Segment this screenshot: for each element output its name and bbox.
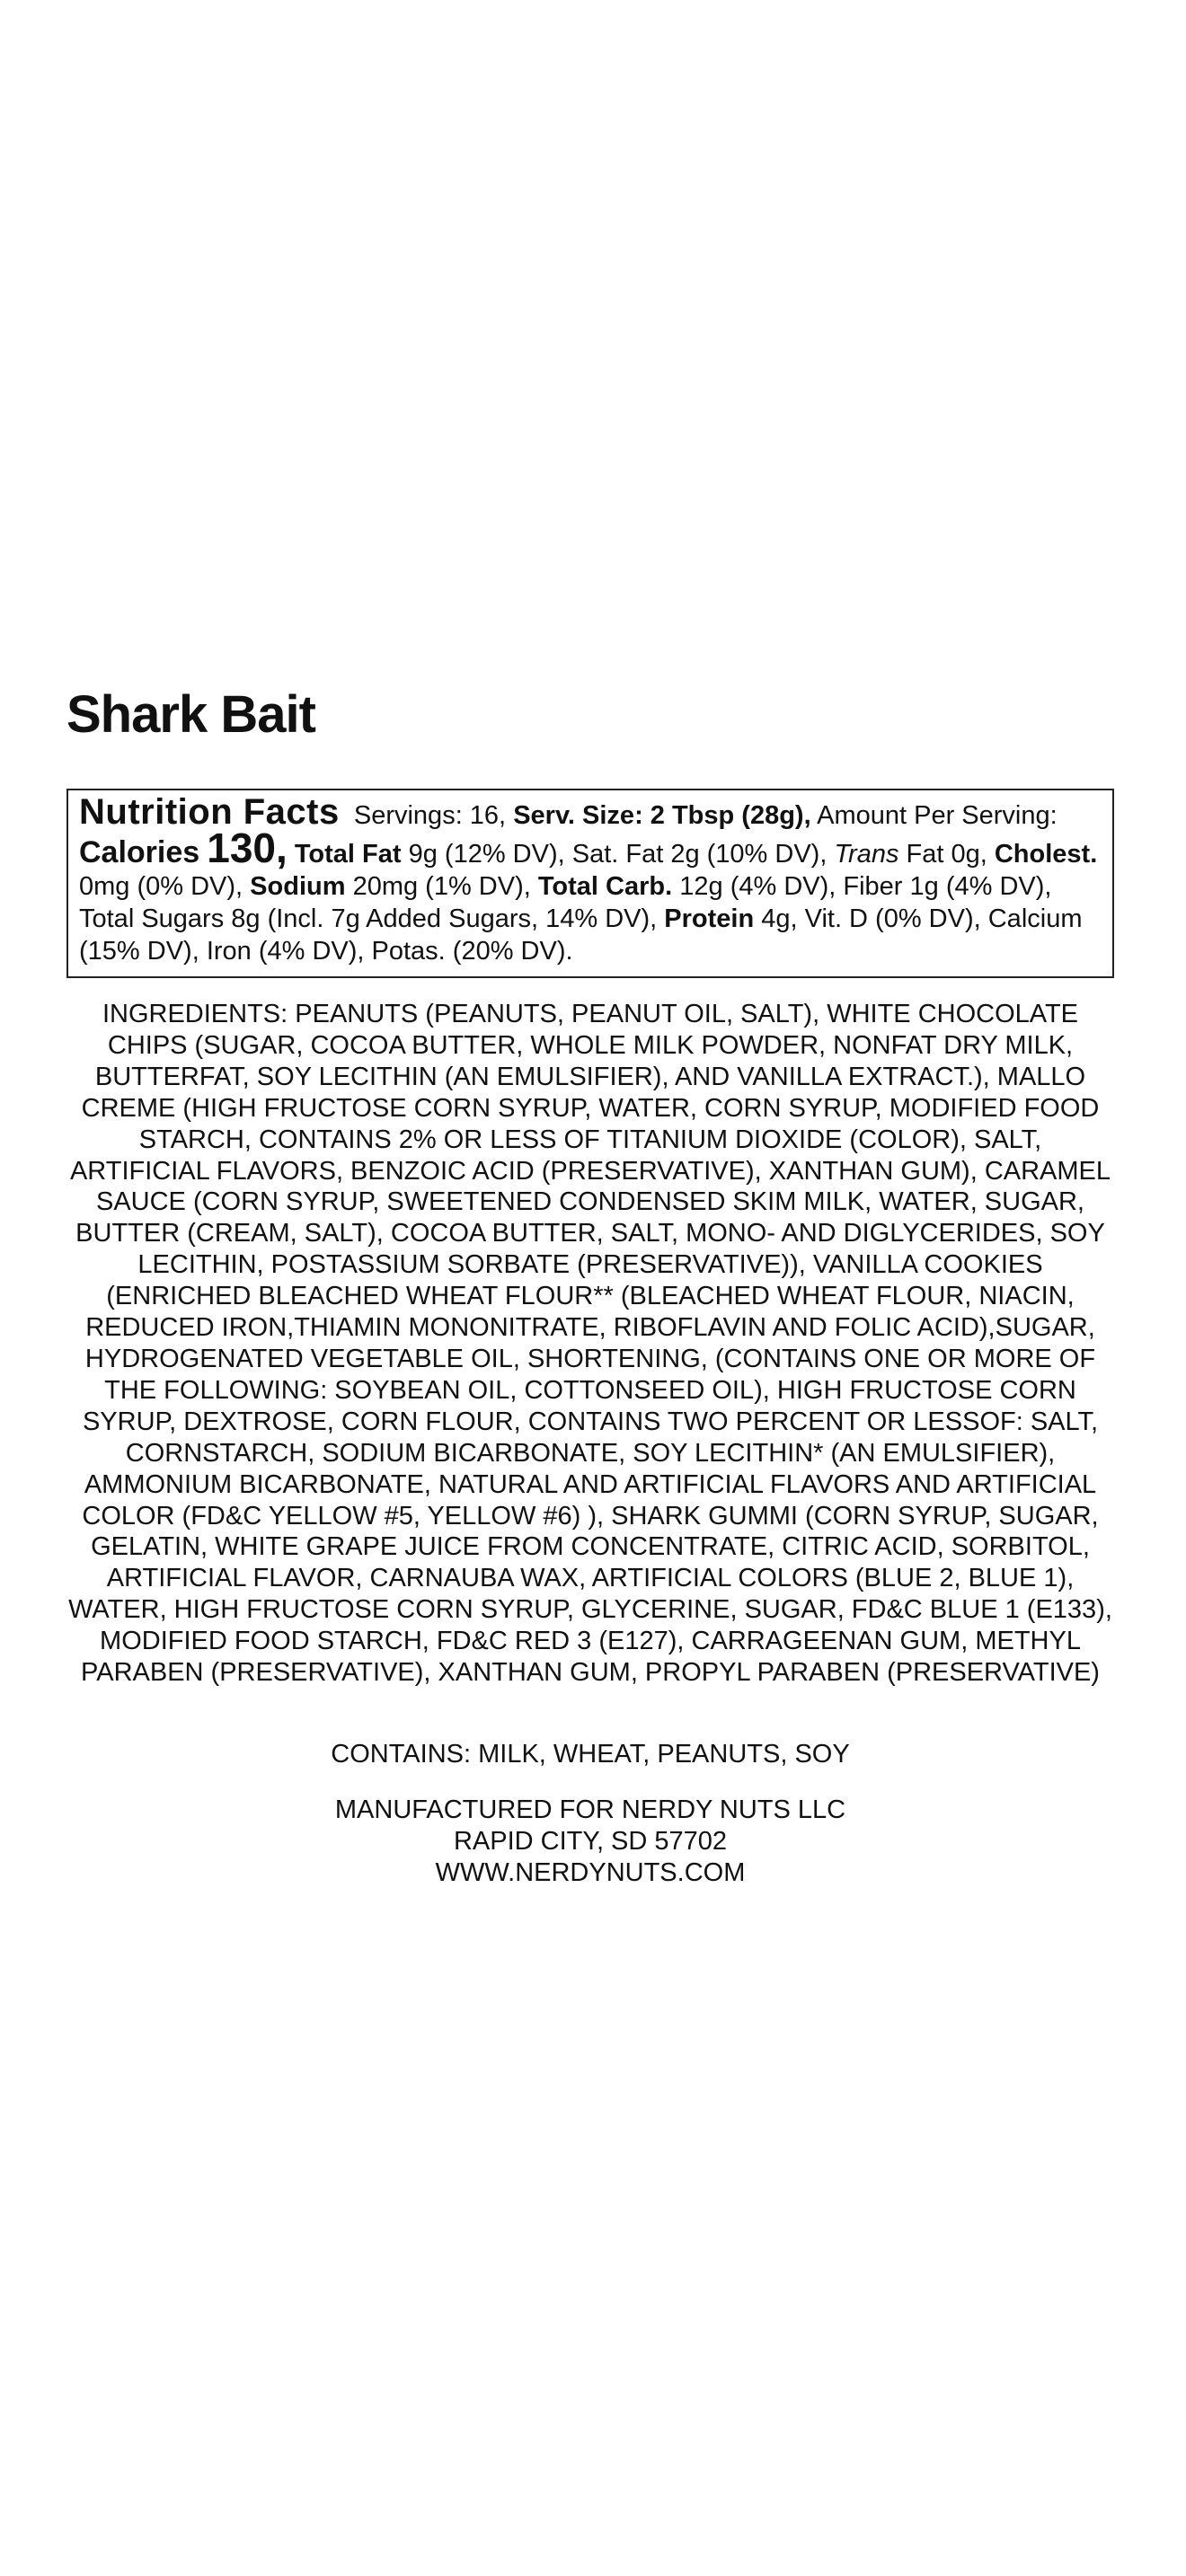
cholesterol-value: 0mg (0% DV),	[79, 872, 243, 901]
total-carb-label: Total Carb.	[537, 872, 673, 901]
cholesterol-label: Cholest.	[994, 840, 1098, 869]
nutrition-facts-text	[79, 792, 1103, 967]
protein-label: Protein	[664, 904, 755, 933]
manufacturer-address: RAPID CITY, SD 57702	[453, 1827, 728, 1856]
total-fat-value: 9g (12% DV), Sat. Fat 2g (10% DV),	[408, 840, 828, 869]
ingredients-list: INGREDIENTS: PEANUTS (PEANUTS, PEANUT OIL, SALT), WHITE CHOCOLATE CHIPS (SUGAR, COCOA BUTTER, WHOLE MILK POWDER, NONFAT DRY MILK, BUTTERFAT, SOY LECITHIN (AN EMULSIFIER), AND VANILLA EXTRACT.), MALLO CREME (HIGH FRUCTOSE CORN SYRUP, WATER, CORN SYRUP, MODIFIED FOOD STARCH, CONTAINS 2% OR LESS OF TITANIUM DIOXIDE (COLOR), SALT, ARTIFICIAL FLAVORS, BENZOIC ACID (PRESERVATIVE), XANTHAN GUM), CARAMEL SAUCE (CORN SYRUP, SWEETENED CONDENSED SKIM MILK, WATER, SUGAR, BUTTER (CREAM, SALT), COCOA BUTTER, SALT, MONO- AND DIGLYCERIDES, SOY LECITHIN, POSTASSIUM SORBATE (PRESERVATIVE)), VANILLA COOKIES (ENRICHED BLEACHED WHEAT FLOUR** (BLEACHED WHEAT FLOUR, NIACIN, REDUCED IRON,THIAMIN MONONITRATE, RIBOFLAVIN AND FOLIC ACID),SUGAR, HYDROGENATED VEGETABLE OIL, SHORTENING, (CONTAINS ONE OR MORE OF THE FOLLOWING: SOYBEAN OIL, COTTONSEED OIL), HIGH FRUCTOSE CORN SYRUP, DEXTROSE, CORN FLOUR, CONTAINS TWO PERCENT OR LESSOF: SALT, CORNSTARCH, SODIUM BICARBONATE, SOY LECITHIN* (AN EMULSIFIER), AMMONIUM BICARBONATE, NATURAL AND ARTIFICIAL FLAVORS AND ARTIFICIAL COLOR (FD&C YELLOW #5, YELLOW #6) ), SHARK GUMMI (CORN SYRUP, SUGAR, GELATIN, WHITE GRAPE JUICE FROM CONCENTRATE, CITRIC ACID, SORBITOL, ARTIFICIAL FLAVOR, CARNAUBA WAX, ARTIFICIAL COLORS (BLUE 2, BLUE 1), WATER, HIGH FRUCTOSE CORN SYRUP, GLYCERINE, SUGAR, FD&C BLUE 1 (E133), MODIFIED FOOD STARCH, FD&C RED 3 (E127), CARRAGEENAN GUM, METHYL PARABEN (PRESERVATIVE), XANTHAN GUM, PROPYL PARABEN (PRESERVATIVE)	[68, 1000, 1112, 1688]
servings: Servings: 16,	[353, 801, 507, 830]
manufacturer-info	[66, 1795, 1114, 1889]
calories-label: Calories	[79, 835, 200, 869]
vitamins-minerals: Vit. D (0% DV), Calcium (15% DV), Iron (4% DV), Potas. (20% DV).	[79, 904, 1083, 966]
protein-value: 4g,	[761, 904, 798, 933]
trans-fat-value: Fat 0g,	[906, 840, 987, 869]
calories-value: 130,	[207, 825, 288, 871]
trans-fat-label: Trans	[834, 840, 899, 869]
total-fat-label: Total Fat	[294, 840, 402, 869]
total-carb-value: 12g (4% DV), Fiber 1g (4% DV), Total Sugars 8g (Incl. 7g Added Sugars, 14% DV),	[79, 872, 1052, 933]
allergen-statement: CONTAINS: MILK, WHEAT, PEANUTS, SOY	[331, 1740, 850, 1769]
serving-size: Serv. Size: 2 Tbsp (28g),	[513, 801, 811, 830]
nutrition-facts-panel	[66, 789, 1114, 978]
sodium-label: Sodium	[250, 872, 346, 901]
amount-per-serving: Amount Per Serving:	[817, 801, 1058, 830]
manufacturer-name: MANUFACTURED FOR NERDY NUTS LLC	[334, 1795, 846, 1824]
manufacturer-website: WWW.NERDYNUTS.COM	[435, 1858, 746, 1887]
product-title: Shark Bait	[66, 685, 315, 744]
sodium-value: 20mg (1% DV),	[352, 872, 531, 901]
nutrition-facts-heading: Nutrition Facts	[79, 792, 340, 832]
